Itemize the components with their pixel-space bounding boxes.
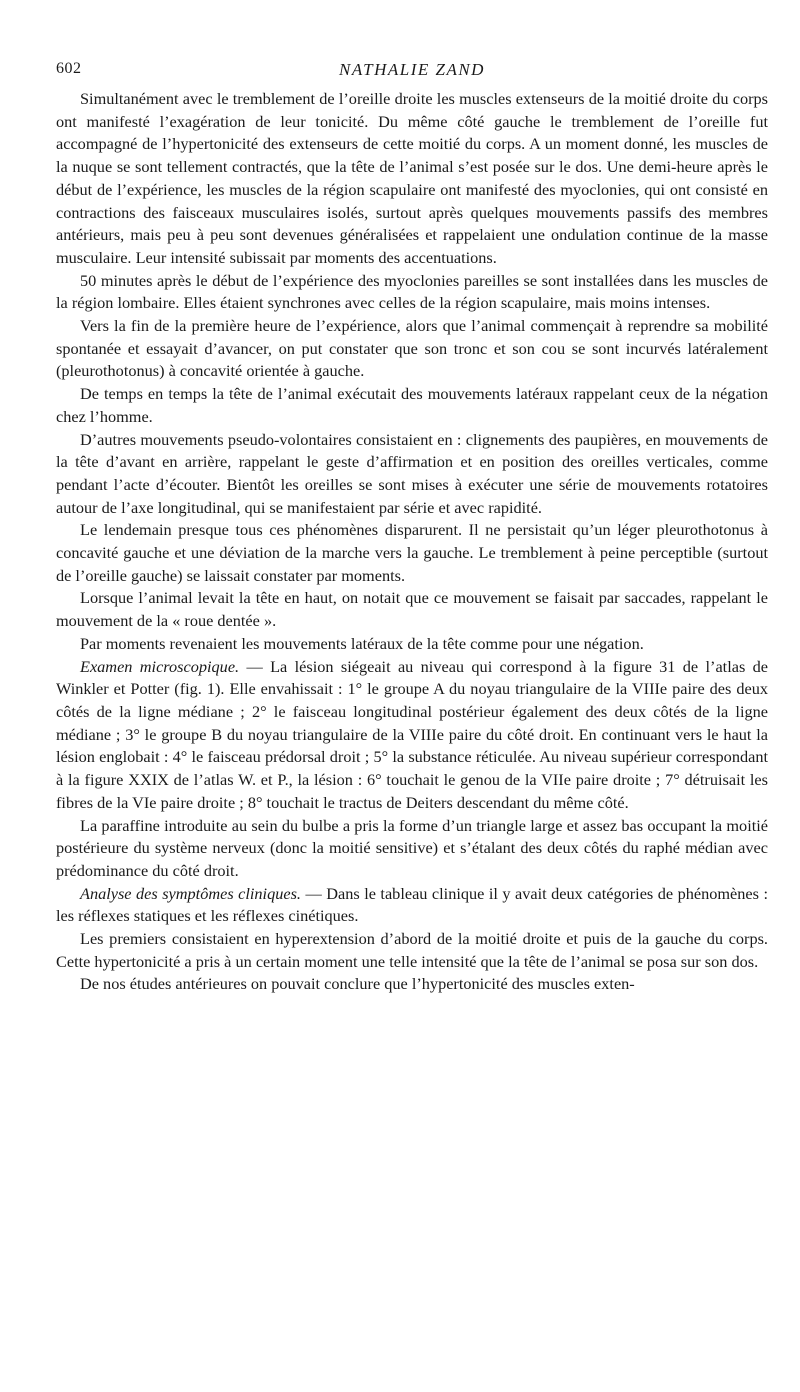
paragraph: Vers la fin de la première heure de l’expérience, alors que l’animal commençait à reprendre sa mobilité spontanée et essayait d’avancer, on put constater que son tronc et son cou se sont incurvés latéralement (pleurothotonus) à concavité orientée à gauche. [56,316,768,381]
body-text [56,88,768,996]
section-lead: Examen microscopique. [80,656,240,676]
paragraph: Le lendemain presque tous ces phénomènes disparurent. Il ne persistait qu’un léger pleurothotonus à concavité gauche et une déviation de la marche vers la gauche. Le tremblement à peine perceptible (surtout de l’oreille gauche) se laissait constater par moments. [56,520,768,585]
paragraph: Lorsque l’animal levait la tête en haut, on notait que ce mouvement se faisait par saccades, rappelant le mouvement de la « roue dentée ». [56,588,768,631]
paragraph: D’autres mouvements pseudo-volontaires consistaient en : clignements des paupières, en mouvements de la tête d’avant en arrière, rappelant le geste d’affirmation et en position des oreilles verticales, comme pendant l’acte d’écouter. Bientôt les oreilles se sont mises à exécuter une série de mouvements rotatoires autour de l’axe longitudinal, qui se manifestaient par série et avec rapidité. [56,429,768,517]
running-title: NATHALIE ZAND [339,60,485,79]
paragraph: De temps en temps la tête de l’animal exécutait des mouvements latéraux rappelant ceux de la négation chez l’homme. [56,384,768,426]
paragraph: Les premiers consistaient en hyperextension d’abord de la moitié droite et puis de la gauche du corps. Cette hypertonicité a pris à un certain moment une telle intensité que la tête de l’animal se posa sur son dos. [56,929,768,971]
section-lead: Analyse des symptômes cliniques. [80,883,301,903]
paragraph: Analyse des symptômes cliniques. — Dans le tableau clinique il y avait deux catégories de phénomènes : les réflexes statiques et les réflexes cinétiques. [56,883,768,926]
page-number: 602 [56,60,82,77]
paragraph: Par moments revenaient les mouvements latéraux de la tête comme pour une négation. [80,633,644,653]
paragraph: Examen microscopique. — La lésion siégeait au niveau qui correspond à la figure 31 de l’atlas de Winkler et Potter (fig. 1). Elle envahissait : 1° le groupe A du noyau triangulaire de la VIIIe paire des deux côtés de la ligne médiane ; 2° le faisceau longitudinal postérieur également des deux côtés de la ligne médiane ; 3° le groupe B du noyau triangulaire de la VIIIe paire du côté droit. En continuant vers le haut la lésion englobait : 4° le faisceau prédorsal droit ; 5° la substance réticulée. Au niveau supérieur correspondant à la figure XXIX de l’atlas W. et P., la lésion : 6° touchait le genou de la VIIe paire droite ; 7° détruisait les fibres de la VIe paire droite ; 8° touchait le tractus de Deiters descendant du même côté. [56,656,768,812]
paragraph: De nos études antérieures on pouvait conclure que l’hypertonicité des muscles exten- [80,974,635,994]
paragraph: La paraffine introduite au sein du bulbe a pris la forme d’un triangle large et assez bas occupant la moitié postérieure du système nerveux (donc la moitié sensitive) et s’étalant des deux côtés du raphé médian avec prédominance du côté droit. [56,815,768,880]
paragraph: 50 minutes après le début de l’expérience des myoclonies pareilles se sont installées dans les muscles de la région lombaire. Elles étaient synchrones avec celles de la région scapulaire, mais moins intenses. [56,270,768,313]
paragraph: Simultanément avec le tremblement de l’oreille droite les muscles extenseurs de la moitié droite du corps ont manifesté l’exagération de leur tonicité. Du même côté gauche le tremblement de l’oreille fut accompagné de l’hypertonicité des extenseurs de cette moitié du corps. A un moment donné, les muscles de la nuque se sont tellement contractés, que la tête de l’animal s’est posée sur le dos. Une demi-heure après le début de l’expérience, les muscles de la région scapulaire ont manifesté des myoclonies, qui ont consisté en contractions des faisceaux musculaires isolés, surtout après quelques mouvements passifs des membres antérieurs, mais peu à peu sont devenues généralisées et rappelaient une ondulation continue de la masse musculaire. Leur intensité subissait par moments des accentuations. [56,89,768,267]
page-header [56,60,768,86]
